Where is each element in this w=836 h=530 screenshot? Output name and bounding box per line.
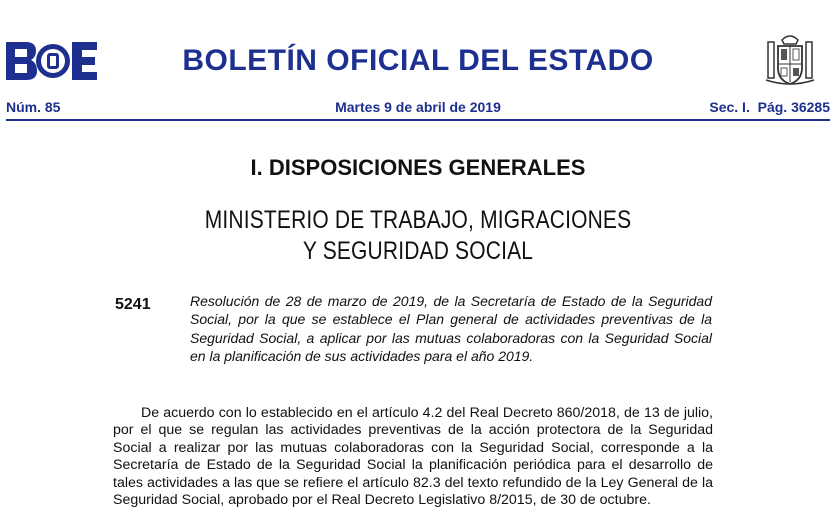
resolution-title: Resolución de 28 de marzo de 2019, de la Secretaría de Estado de la Seguridad Social, por la que se establece el Plan general de actividades preventivas de la Seguridad Social, a aplicar por las mutuas colaboradoras con la Seguridad Social en la planificación de sus actividades para el año 2019. [190, 293, 712, 365]
entry-number: 5241 [115, 296, 151, 313]
ministry-line-2: Y SEGURIDAD SOCIAL [302, 237, 534, 265]
document-title: BOLETÍN OFICIAL DEL ESTADO [182, 44, 654, 77]
header-divider [6, 119, 830, 121]
spain-coat-of-arms-icon [764, 32, 816, 88]
ministry-heading [67, 205, 769, 267]
section-page: Sec. I. Pág. 36285 [709, 99, 830, 115]
body-paragraph: De acuerdo con lo establecido en el artículo 4.2 del Real Decreto 860/2018, de 13 de julio, por el que se regulan las actividades preventivas de la acción protectora de la Seguridad Social a realizar por las mutuas colaboradoras con la Seguridad Social, corresponde a la Secretaría de Estado de la Seguridad Social la planificación periódica para el desarrollo de tales actividades a las que se refiere el artículo 82.3 del texto refundido de la Ley General de la Seguridad Social, aprobado por el Real Decreto Legislativo 8/2015, de 30 de octubre. [113, 405, 713, 509]
section-heading: I. DISPOSICIONES GENERALES [250, 155, 586, 180]
ministry-line-1: MINISTERIO DE TRABAJO, MIGRACIONES [204, 206, 632, 234]
issue-date: Martes 9 de abril de 2019 [335, 99, 501, 115]
issue-number: Núm. 85 [6, 99, 61, 115]
